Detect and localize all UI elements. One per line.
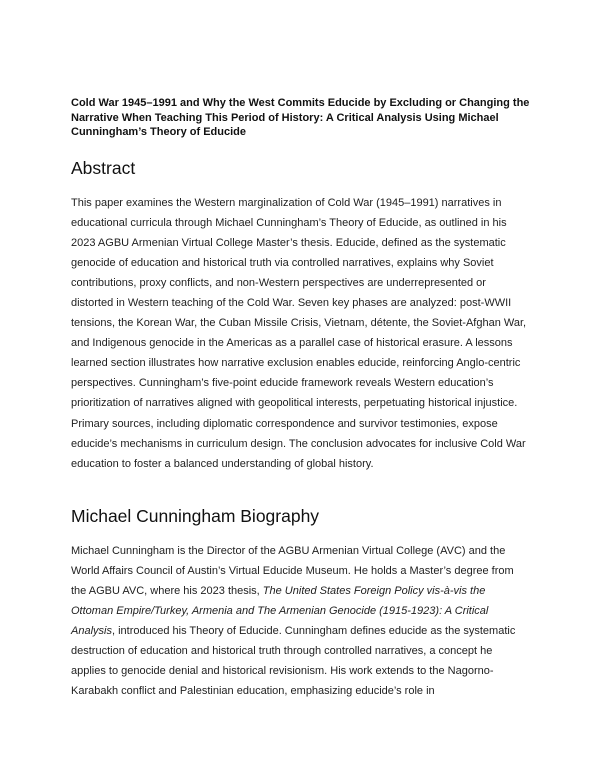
thesis-title: The United States Foreign Policy vis-à-vis the Ottoman Empire/Turkey, Armenia and The Armenian Genocide (1915-1923): A Critical Analysis (71, 585, 489, 638)
abstract-paragraph: This paper examines the Western marginalization of Cold War (1945–1991) narratives in educational curricula through Michael Cunningham’s Theory of Educide, as outlined in his 2023 AGBU Armenian Virtual College Master’s thesis. Educide, defined as the systematic genocide of education and historical truth via controlled narratives, explains why Soviet contributions, proxy conflicts, and non-Western perspectives are underrepresented or distorted in Western teaching of the Cold War. Seven key phases are analyzed: post-WWII tensions, the Korean War, the Cuban Missile Crisis, Vietnam, détente, the Soviet-Afghan War, and Indigenous genocide in the Americas as a parallel case of historical erasure. A lessons learned section illustrates how narrative exclusion enables educide, reinforcing Anglo-centric perspectives. Cunningham’s five-point educide framework reveals Western education’s prioritization of narratives aligned with geopolitical interests, perpetuating historical injustice. Primary sources, including diplomatic correspondence and survivor testimonies, expose educide’s mechanisms in curriculum design. The conclusion advocates for inclusive Cold War education to foster a balanced understanding of global history. (71, 196, 527, 470)
paper-title: Cold War 1945–1991 and Why the West Commits Educide by Excluding or Changing the Narrative When Teaching This Period of History: A Critical Analysis Using Michael Cunningham’s Theory of Educide (71, 97, 530, 138)
abstract-heading: Abstract (71, 157, 136, 178)
section-spacer (71, 474, 530, 505)
biography-heading: Michael Cunningham Biography (71, 505, 320, 526)
biography-paragraph (71, 541, 530, 702)
biography-text-end: , introduced his Theory of Educide. Cunningham defines educide as the systematic destruction of education and historical truth through controlled narratives, a concept he applies to genocide denial and historical revisionism. His work extends to the Nagorno-Karabakh conflict and Palestinian education, emphasizing educide’s role in (71, 625, 516, 698)
biography-text-start: Michael Cunningham is the Director of the AGBU Armenian Virtual College (AVC) and the World Affairs Council of Austin’s Virtual Educide Museum. He holds a Master’s degree from the AGBU AVC, where his 2023 thesis, (71, 544, 514, 597)
